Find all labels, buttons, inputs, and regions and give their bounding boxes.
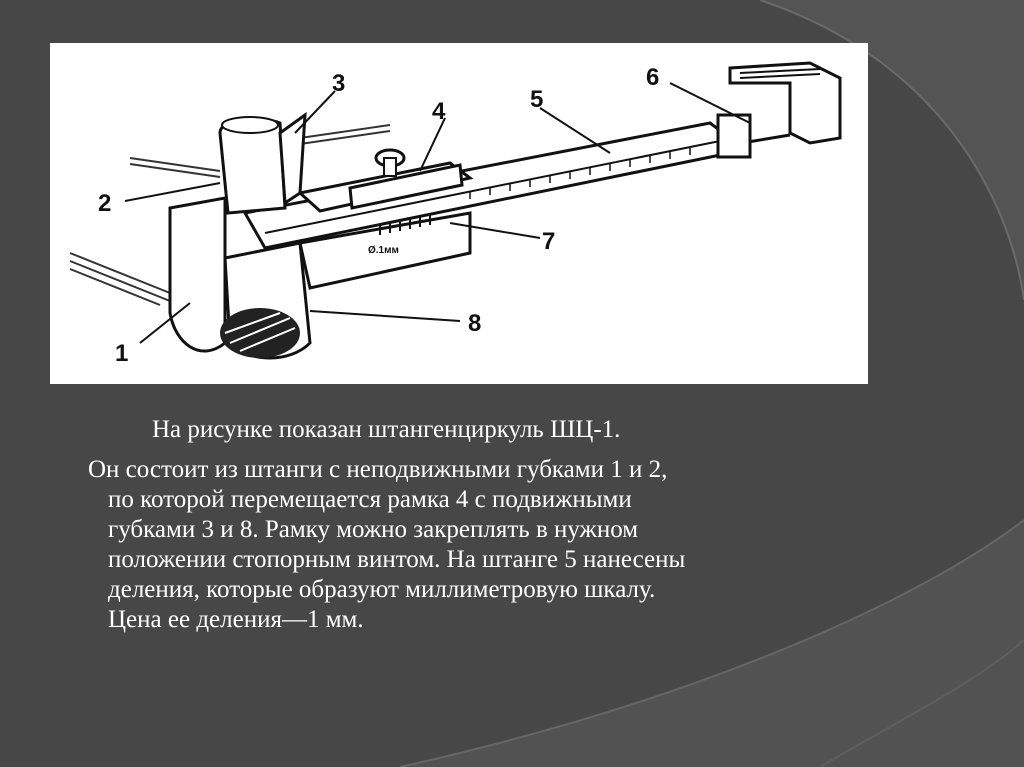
caption-line-6: Цена ее деления—1 мм. xyxy=(108,606,364,633)
caption-line-5: деления, которые образуют миллиметровую шкалу. xyxy=(108,576,656,603)
plate-text: Ø.1мм xyxy=(368,245,399,256)
label-5: 5 xyxy=(530,86,544,113)
label-1: 1 xyxy=(115,340,129,367)
caption-line-2: по которой перемещается рамка 4 с подвижными xyxy=(108,486,632,513)
caliper-figure xyxy=(50,43,868,384)
label-7: 7 xyxy=(542,228,556,255)
caption-line-4: положении стопорным винтом. На штанге 5 нанесены xyxy=(108,546,686,573)
label-2: 2 xyxy=(98,190,112,217)
caption-line-1: Он состоит из штанги с неподвижными губками 1 и 2, xyxy=(88,456,668,483)
caliper-drawing xyxy=(50,43,868,384)
label-8: 8 xyxy=(468,310,482,337)
label-6: 6 xyxy=(646,64,660,91)
caption-line-3: губками 3 и 8. Рамку можно закреплять в нужном xyxy=(108,516,639,543)
label-3: 3 xyxy=(332,70,346,97)
caption-intro: На рисунке показан штангенциркуль ШЦ-1. xyxy=(152,416,621,443)
label-4: 4 xyxy=(432,98,446,125)
caption-body xyxy=(88,455,848,635)
